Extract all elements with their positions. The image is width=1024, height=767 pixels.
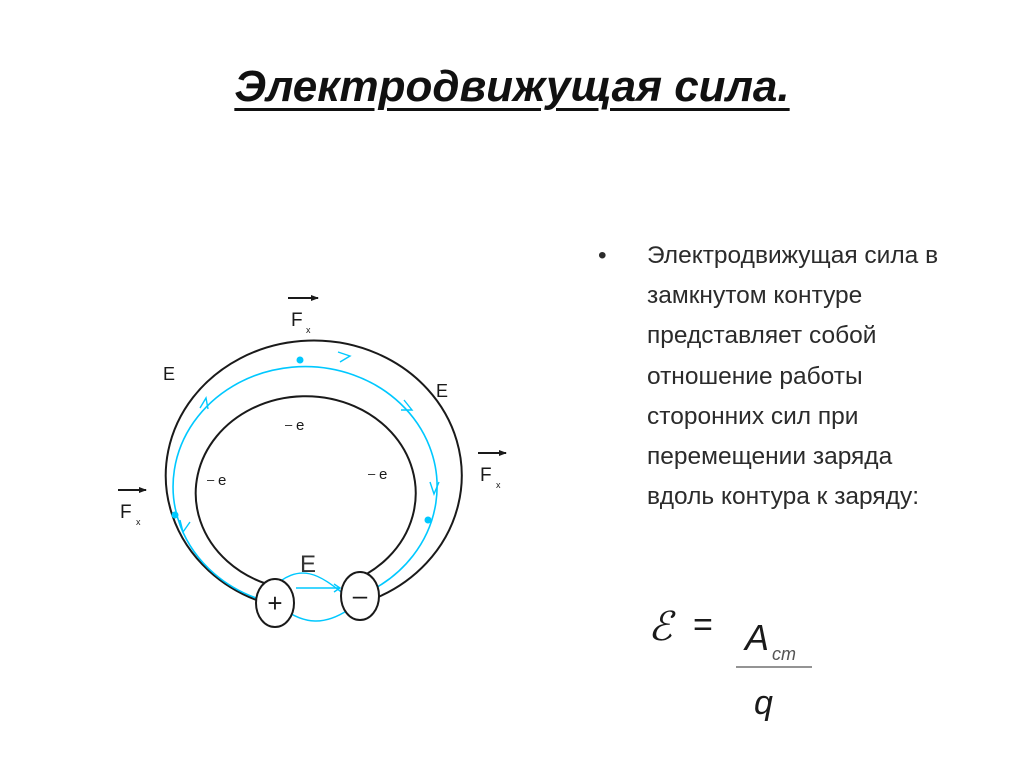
numerator-subscript: ст [772,644,796,664]
equals-sign: = [693,606,713,644]
electron-minus-right: – [368,466,376,481]
charge-dot [172,512,179,519]
force-label-left: F [120,502,132,523]
numerator: A [745,617,770,658]
electron-right: e [379,466,388,483]
force-subscript-top: x [306,325,311,335]
electron-left: e [218,472,227,489]
bullet-line: вдоль контура к заряду: [647,483,920,511]
current-arrow [338,352,350,362]
field-label-left: E [163,364,176,384]
minus-terminal-label: – [352,580,368,610]
bullet-line: сторонних сил при [647,402,859,430]
emf-symbol: ℰ [648,605,673,649]
bullet-line: Электродвижущая сила в [647,242,939,269]
bullet-line: отношение работы [647,362,863,390]
slide-title: Электродвижущая сила. [234,62,790,111]
plus-terminal-label: + [267,588,283,618]
charge-dot [425,517,432,524]
force-subscript-left: x [136,517,141,527]
bullet-line: представляет собой [647,322,877,350]
electron-top: e [296,417,305,434]
field-label-right: E [436,381,449,401]
bullet-line: перемещении заряда [647,443,893,471]
force-subscript-right: x [496,480,501,490]
bullet-line: замкнутом контуре [647,282,863,310]
force-label-top: F [291,310,303,331]
denominator: q [754,684,773,722]
electron-minus-left: – [207,472,215,487]
battery-field-label: E [300,551,317,578]
charge-dot [297,357,304,364]
electron-minus-top: – [285,417,293,432]
bullet-icon: • [598,242,607,269]
force-label-right: F [480,465,492,486]
